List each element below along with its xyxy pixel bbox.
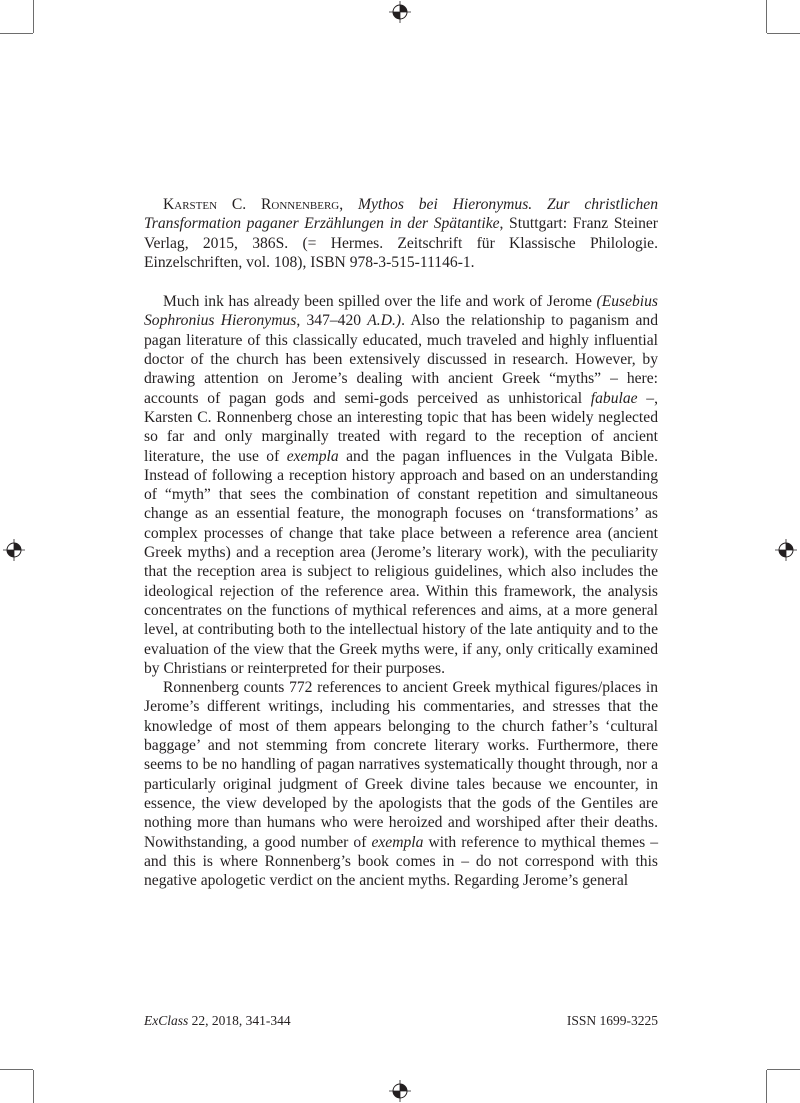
page-footer	[144, 1013, 658, 1029]
book-publication: , Stuttgart: Franz Steiner Verlag, 2015, 386S. (= Hermes. Zeitschrift für Klassische Philologie. Einzelschriften, vol. 108), ISBN 978-3-515-11146-1.	[144, 215, 659, 271]
paragraph-1	[144, 292, 658, 678]
crop-mark	[766, 1070, 767, 1103]
book-citation: Karsten C. Ronnenberg, Mythos bei Hieronymus. Zur christlichen Transformation paganer Erzählungen in der Spätantike, Stuttgart: Franz Steiner Verlag, 2015, 386S. (= Hermes. Zeitschrift für Klassische Philologie. Einzelschriften, vol. 108), ISBN 978-3-515-11146-1.	[144, 196, 659, 271]
crop-mark	[766, 0, 767, 33]
text-run: Ronnenberg counts 772 references to ancient Greek mythical figures/places in Jerome’s different writings, including his commentaries, and stresses that the knowledge of most of them appears belonging to the church father’s ‘cultural baggage’ and not stemming from concrete literary works. Furthermore, there seems to be no handling of pagan narratives systematically thought through, nor a particularly original judgment of Greek divine tales because we encounter, in essence, the view developed by the apologists that the gods of the Gentiles are nothing more than humans who were heroized and worshiped after their deaths. Nowithstanding, a good number of	[144, 679, 658, 851]
text-run-italic: exempla	[371, 833, 424, 851]
text-run: with reference to mythical themes – and this is where Ronnenberg’s book comes in – do not correspond with this negative apologetic verdict on the ancient myths. Regarding Jerome’s general	[144, 833, 658, 890]
text-run-italic: A.D.)	[367, 312, 402, 330]
text-run: –, Karsten C. Ronnenberg chose an interesting topic that has been widely neglected so far and only marginally treated with regard to the reception of ancient literature, the use of	[144, 389, 659, 465]
journal-reference	[144, 1013, 291, 1029]
journal-name: ExClass	[144, 1013, 189, 1028]
text-run-italic: exempla	[286, 447, 339, 465]
registration-mark-icon	[389, 1080, 411, 1102]
crop-mark	[0, 1069, 33, 1070]
crop-mark	[0, 33, 33, 34]
text-run-italic: fabulae	[590, 389, 638, 407]
registration-mark-icon	[389, 1, 411, 23]
paragraph-2	[144, 678, 658, 890]
crop-mark	[767, 1069, 800, 1070]
registration-mark-icon	[3, 539, 25, 561]
text-run: and the pagan influences in the Vulgata Bible. Instead of following a reception history approach and based on an understanding of “myth” that sees the combination of constant repetition and simultaneous change as an essential feature, the monograph focuses on ‘transformations’ as complex processes of change that take place between a reference area (ancient Greek myths) and a reception area (Jerome’s literary work), with the peculiarity that the reception area is subject to religious guidelines, which also includes the ideological rejection of the reference area. Within this framework, the analysis concentrates on the functions of mythical references and aims, at a more general level, at contributing both to the intellectual history of the late antiquity and to the evaluation of the view that the Greek myths were, if any, only critically examined by Christians or reinterpreted for their purposes.	[144, 447, 658, 677]
review-body	[144, 195, 658, 890]
issn: ISSN 1699-3225	[566, 1013, 658, 1028]
book-author: Karsten C. Ronnenberg	[163, 196, 340, 213]
crop-mark	[33, 1070, 34, 1103]
crop-mark	[33, 0, 34, 33]
crop-mark	[767, 33, 800, 34]
text-run: . Also the relationship to paganism and pagan literature of this classically educated, much traveled and highly influential doctor of the church has been extensively discussed in research. However, by drawing attention on Jerome’s dealing with ancient Greek “myths” – here: accounts of pagan gods and semi-gods perceived as unhistorical	[144, 312, 658, 407]
text-run: Much ink has already been spilled over the life and work of Jerome	[163, 293, 597, 311]
book-title: Mythos bei Hieronymus. Zur christlichen Transformation paganer Erzählungen in der Spätantike	[144, 196, 658, 233]
text-run: , 347–420	[296, 312, 368, 330]
registration-mark-icon	[775, 539, 797, 561]
journal-details: 22, 2018, 341-344	[188, 1013, 291, 1028]
text-run-italic: (Eusebius Sophronius Hieronymus	[144, 293, 658, 330]
